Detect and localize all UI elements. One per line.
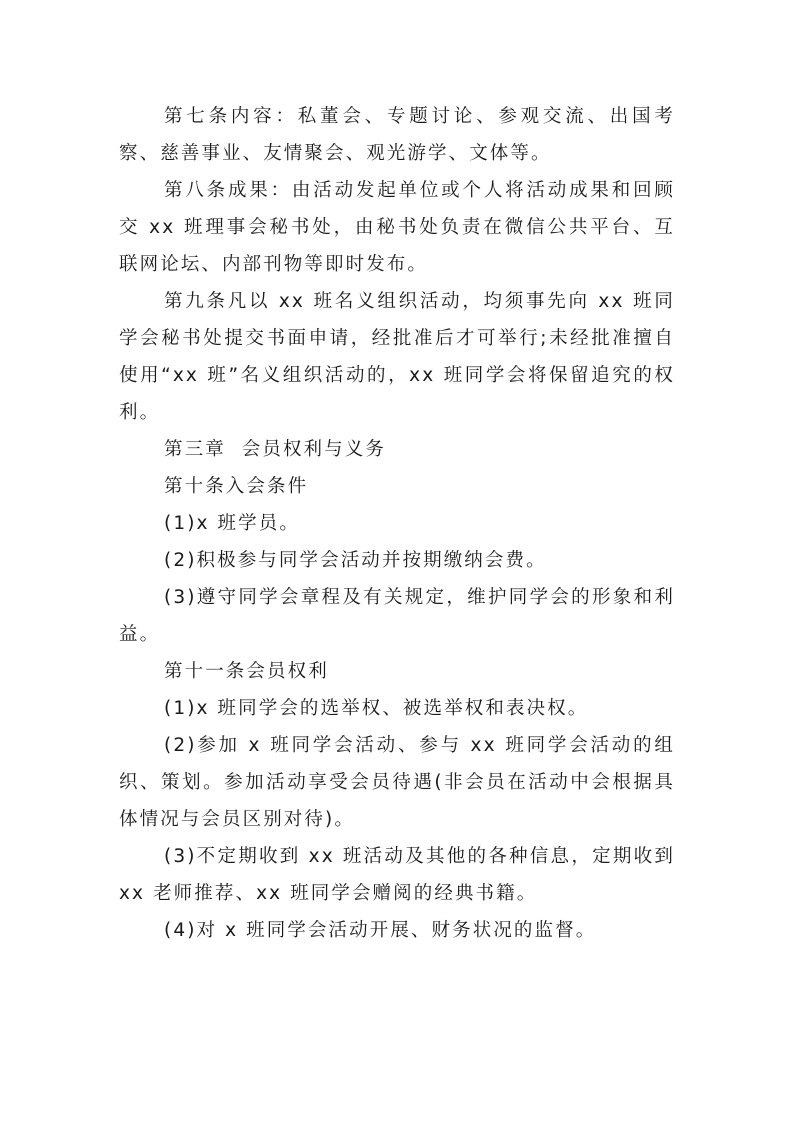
member-right-3: (3)不定期收到 xx 班活动及其他的各种信息，定期收到 xx 老师推荐、xx 班同学会赠阅的经典书籍。 — [119, 846, 675, 904]
article-7-content: 第七条内容：私董会、专题讨论、参观交流、出国考察、慈善事业、友情聚会、观光游学、文体等。 — [119, 106, 675, 164]
article-9-naming: 第九条凡以 xx 班名义组织活动，均须事先向 xx 班同学会秘书处提交书面申请，经批准后才可举行;未经批准擅自使用“xx 班”名义组织活动的，xx 班同学会将保留追究的权利。 — [119, 291, 675, 423]
document-body — [119, 98, 675, 949]
article-10-heading: 第十条入会条件 — [164, 476, 309, 497]
chapter-3-heading: 第三章 会员权利与义务 — [164, 439, 386, 460]
article-8-results: 第八条成果：由活动发起单位或个人将活动成果和回顾交 xx 班理事会秘书处，由秘书处负责在微信公共平台、互联网论坛、内部刊物等即时发布。 — [119, 180, 675, 275]
member-right-1: (1)x 班同学会的选举权、被选举权和表决权。 — [164, 698, 589, 719]
membership-condition-3: (3)遵守同学会章程及有关规定，维护同学会的形象和利益。 — [119, 587, 675, 645]
article-11-heading: 第十一条会员权利 — [164, 661, 329, 682]
member-right-2: (2)参加 x 班同学会活动、参与 xx 班同学会活动的组织、策划。参加活动享受会员待遇(非会员在活动中会根据具体情况与会员区别对待)。 — [119, 735, 675, 830]
member-right-4: (4)对 x 班同学会活动开展、财务状况的监督。 — [164, 920, 597, 941]
membership-condition-1: (1)x 班学员。 — [164, 513, 300, 534]
membership-condition-2: (2)积极参与同学会活动并按期缴纳会费。 — [164, 550, 547, 571]
